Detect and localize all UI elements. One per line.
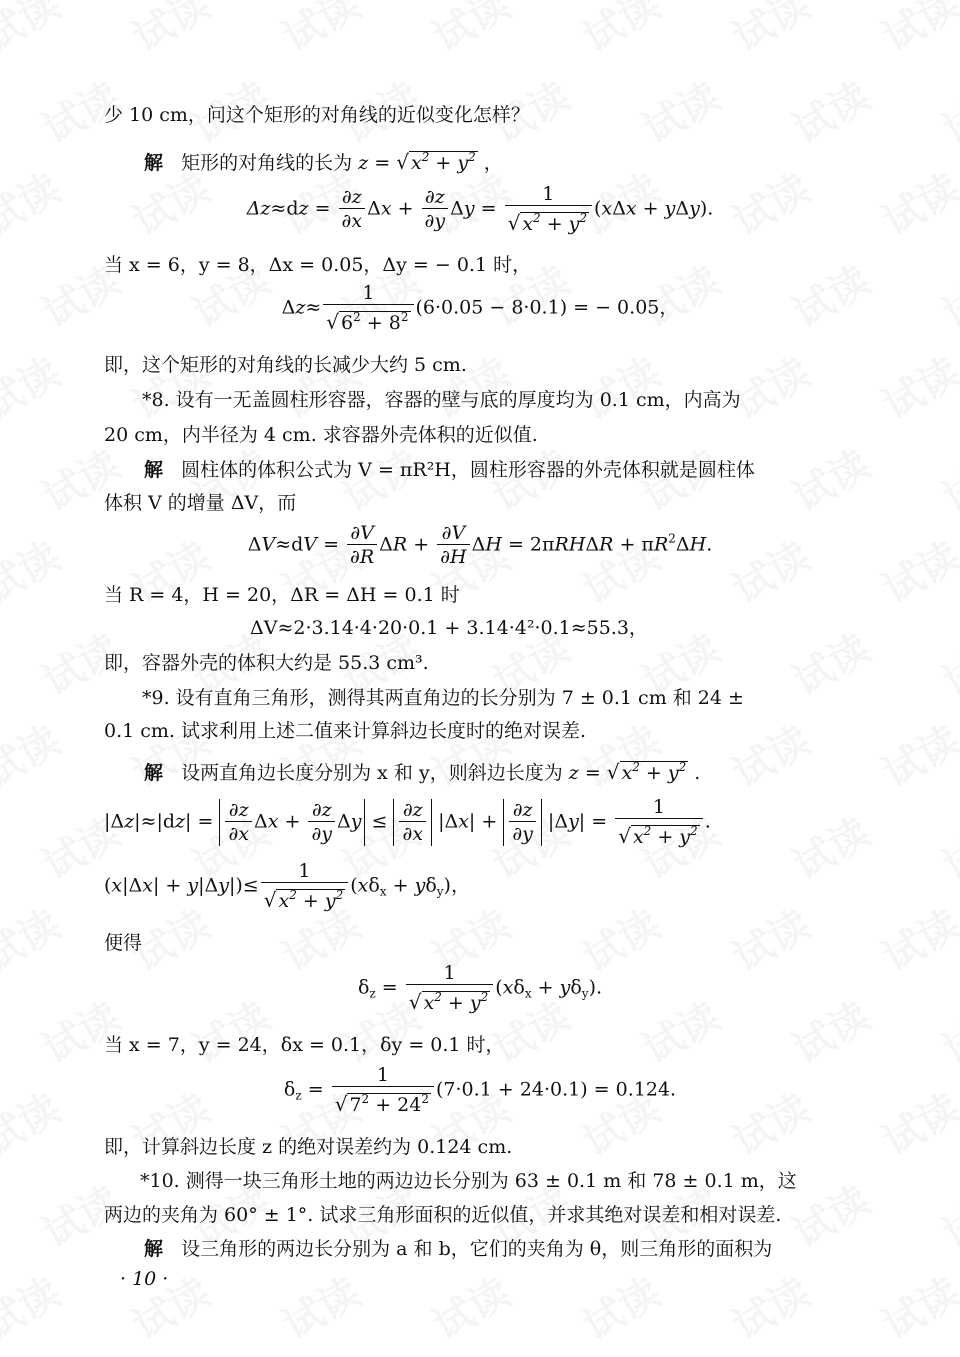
solution-line [144, 1234, 810, 1261]
watermark-text [931, 1170, 960, 1259]
watermark-text [871, 710, 960, 799]
equation-2: Δz≈ $\frac{1}{√ 6^2 + 8^2}$ (6·0.05 − 8·0.1) = − 0.05， [281, 282, 679, 334]
text-line: 便得 [104, 932, 143, 954]
solution-label: 解 [144, 762, 164, 784]
text-span: 矩形的对角线的长为 [181, 152, 353, 174]
watermark-text [271, 0, 369, 63]
solution-line [144, 455, 810, 482]
equation-5: |Δz|≈|dz| = $\frac{\partial z}{\partial x}$ Δx + $\frac{\partial z}{\partial y}$ Δy ≤ $\frac{\partial z}{\partial x}$ |Δx| + $\frac{\partial z}{\partial y}$ |Δy| = $\frac{1}{√ x^2 + y^2}$ . [104, 796, 711, 848]
solution-label: 解 [144, 1238, 164, 1260]
watermark-text [421, 1262, 519, 1351]
problem-8: *8. 设有一无盖圆柱形容器，容器的壁与底的厚度均为 0.1 cm，内高为 [142, 389, 741, 411]
solution-line: 解 矩形的对角线的长为 z = √ $x^2 + y^2$ ， [144, 150, 503, 174]
watermark-text [121, 0, 219, 63]
watermark-text [931, 434, 960, 523]
equation-3: ΔV≈dV = $\frac{\partial V}{\partial R}$ ΔR + $\frac{\partial V}{\partial H}$ $\Delta H = 2\pi RH\Delta R + \pi R^2\Delta H$. [247, 522, 713, 568]
problem-10: *10. 测得一块三角形土地的两边边长分别为 63 ± 0.1 m 和 78 ± 0.1 m，这 [140, 1170, 797, 1192]
watermark-text [931, 618, 960, 707]
text-line: 少 10 cm，问这个矩形的对角线的近似变化怎样？ [104, 104, 530, 126]
equation-4: ΔV≈2·3.14·4·20·0.1 + 3.14·4²·0.1≈55.3， [250, 617, 648, 639]
solution-label: 解 [144, 152, 164, 174]
text-line: 当 R = 4，H = 20，ΔR = ΔH = 0.1 时 [104, 584, 460, 606]
text-line: 当 x = 6，y = 8，Δx = 0.05，Δy = − 0.1 时， [104, 254, 532, 276]
text-span: 设三角形的两边长分别为 a 和 b，它们的夹角为 θ，则三角形的面积为 [181, 1238, 773, 1260]
watermark-text [421, 0, 519, 63]
watermark-text [871, 1262, 960, 1351]
problem-9: *9. 设有直角三角形，测得其两直角边的长分别为 7 ± 0.1 cm 和 24 ± [142, 687, 744, 709]
watermark-text [0, 342, 69, 431]
text-span: 设两直角边长度分别为 x 和 y，则斜边长度为 [181, 762, 563, 784]
watermark-text [0, 710, 69, 799]
watermark-text [871, 342, 960, 431]
watermark-text [931, 802, 960, 891]
page-number: · 10 · [120, 1268, 169, 1290]
text-line: 20 cm，内半径为 4 cm. 求容器外壳体积的近似值. [104, 424, 538, 446]
equation-5b: (x|Δx| + y|Δy|)≤ $\frac{1}{√ x^2 + y^2}$ $(x\delta_x + y\delta_y)$， [104, 860, 470, 912]
text-line: 两边的夹角为 60° ± 1°. 试求三角形面积的近似值，并求其绝对误差和相对误差. [104, 1204, 782, 1226]
watermark-text [0, 1262, 69, 1351]
equation-6: $\delta_z$ = $\frac{1}{√ x^2 + y^2}$ $(x\delta_x + y\delta_y)$. [357, 962, 603, 1014]
watermark-text [721, 0, 819, 63]
watermark-text [571, 1262, 669, 1351]
text-line: 体积 V 的增量 ΔV，而 [104, 492, 297, 514]
equation-7: $\delta_z$ = $\frac{1}{√ 7^2 + 24^2}$ (7·0.1 + 24·0.1) = 0.124. [283, 1064, 677, 1116]
equation-rhs: (6·0.05 − 8·0.1) = − 0.05， [415, 296, 679, 319]
watermark-text [931, 66, 960, 155]
text-line: 当 x = 7，y = 24，δx = 0.1，δy = 0.1 时， [104, 1034, 505, 1056]
watermark-text [871, 0, 960, 63]
equation-rhs: (7·0.1 + 24·0.1) = 0.124. [436, 1078, 677, 1101]
equation-1: Δz≈dz = $\frac{\partial z}{\partial x}$ Δx + $\frac{\partial z}{\partial y}$ Δy = $\frac{1}{√ x^2 + y^2}$ (xΔx + yΔy). [246, 183, 714, 235]
solution-line: 解 设两直角边长度分别为 x 和 y，则斜边长度为 z = √ $x^2 + y^2$ . [144, 760, 701, 784]
solution-label: 解 [144, 459, 164, 481]
watermark-text [571, 0, 669, 63]
text-span: 圆柱体的体积公式为 V = πR²H，圆柱形容器的外壳体积就是圆柱体 [181, 459, 755, 481]
text-line: 即，容器外壳的体积大约是 55.3 cm³. [104, 652, 429, 674]
text-line: 即，计算斜边长度 z 的绝对误差约为 0.124 cm. [104, 1136, 513, 1158]
watermark-text [0, 0, 69, 63]
text-line: 0.1 cm. 试求利用上述二值来计算斜边长度时的绝对误差. [104, 720, 587, 742]
watermark-text [271, 1262, 369, 1351]
watermark-text [721, 1262, 819, 1351]
text-line: 即，这个矩形的对角线的长减少大约 5 cm. [104, 354, 467, 376]
